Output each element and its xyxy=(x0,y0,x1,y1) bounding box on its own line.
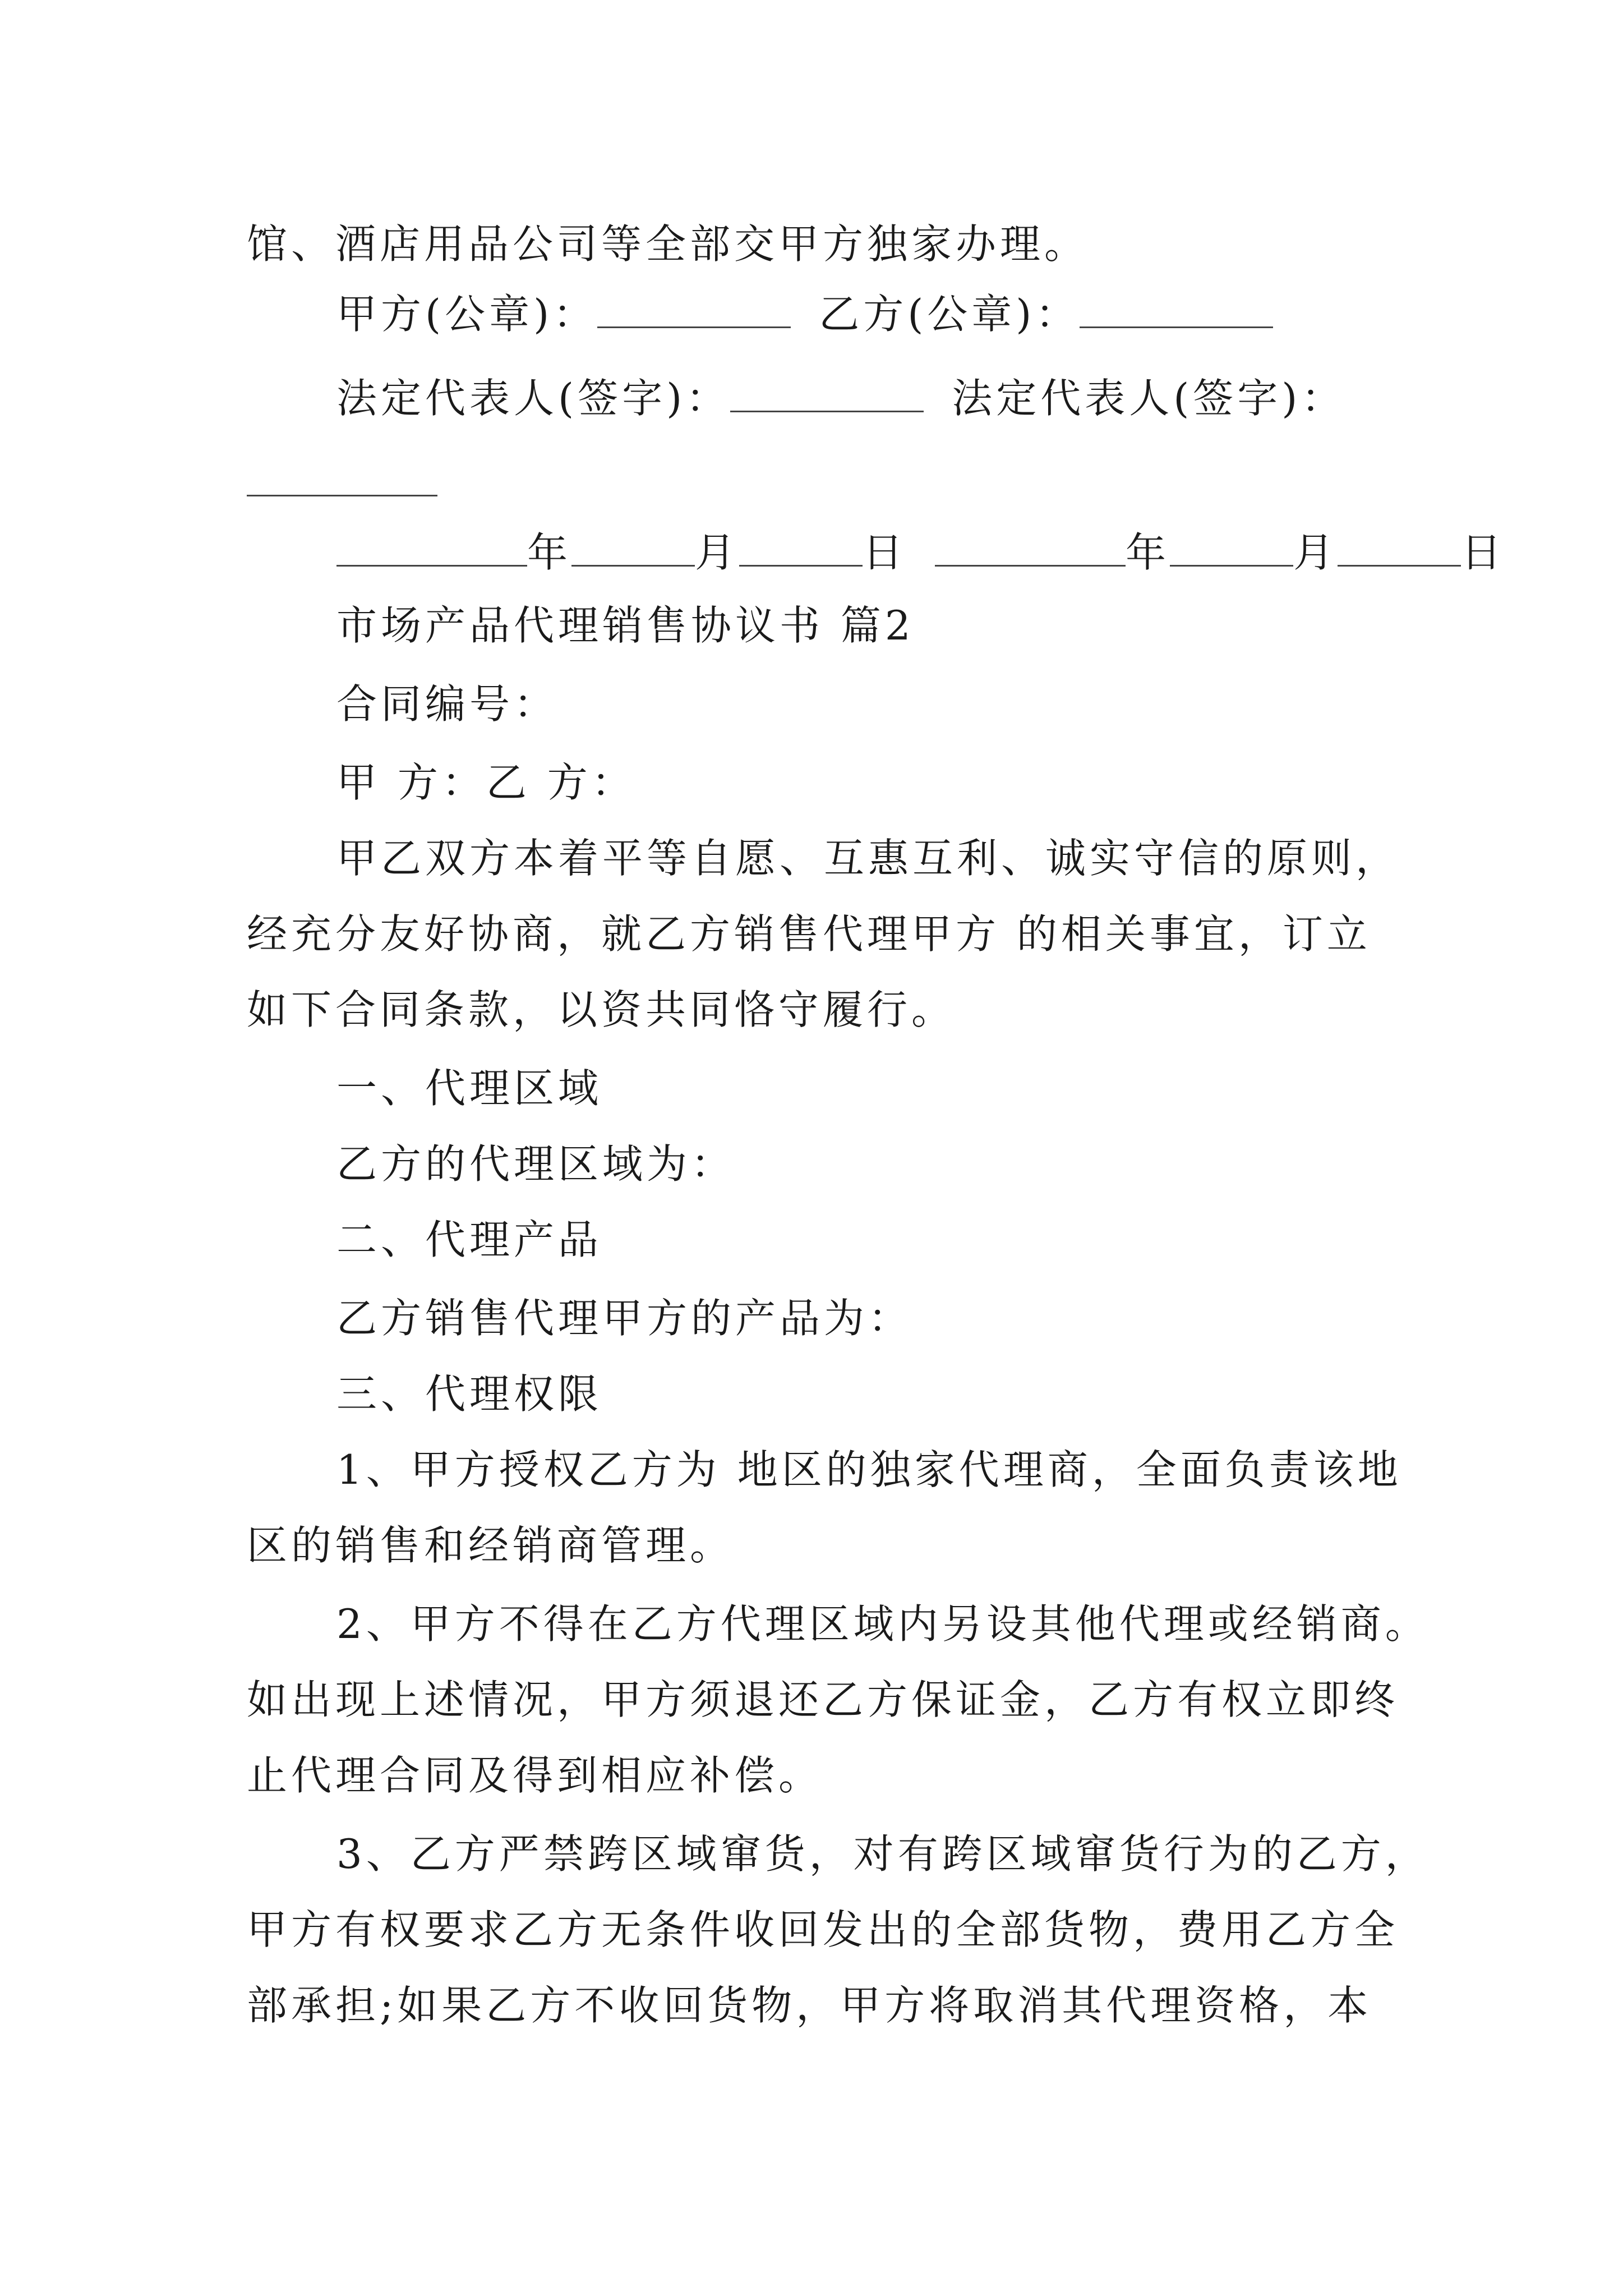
agency-products-line: 乙方销售代理甲方的产品为： xyxy=(336,1295,913,1342)
clause-line: 2、甲方不得在乙方代理区域内另设其他代理或经销商。 xyxy=(336,1600,1430,1648)
party-a-representative-blank[interactable] xyxy=(730,378,924,412)
day-label: 日 xyxy=(1461,529,1506,576)
paragraph-line: 如下合同条款，以资共同恪守履行。 xyxy=(247,986,956,1033)
heading-agency-area: 一、代理区域 xyxy=(336,1065,603,1112)
party-a-seal-label: 甲方(公章)： xyxy=(336,291,598,338)
party-b-representative-blank[interactable] xyxy=(247,462,437,496)
heading-agency-authority: 三、代理权限 xyxy=(336,1370,603,1418)
year-label: 年 xyxy=(527,529,572,576)
month-label: 月 xyxy=(695,529,740,576)
signature-line-representative xyxy=(336,370,1345,426)
paragraph-line: 甲乙双方本着平等自愿、互惠互利、诚实守信的原则， xyxy=(336,835,1400,882)
clause-line: 部承担;如果乙方不收回货物，甲方将取消其代理资格，本 xyxy=(247,1982,1372,2029)
party-a-day-blank[interactable] xyxy=(739,532,863,567)
agency-area-line: 乙方的代理区域为： xyxy=(336,1140,736,1188)
party-b-seal-blank[interactable] xyxy=(1080,294,1273,328)
day-label: 日 xyxy=(863,529,907,576)
party-b-day-blank[interactable] xyxy=(1338,532,1461,567)
party-a-year-blank[interactable] xyxy=(336,532,527,567)
paragraph-line: 经充分友好协商，就乙方销售代理甲方 的相关事宜，订立 xyxy=(247,910,1371,958)
month-label: 月 xyxy=(1293,529,1338,576)
clause-line: 如出现上述情况，甲方须退还乙方保证金，乙方有权立即终 xyxy=(247,1676,1399,1723)
parties-line: 甲 方：乙 方： xyxy=(336,759,636,806)
clause-line: 区的销售和经销商管理。 xyxy=(247,1522,735,1569)
party-b-seal-label: 乙方(公章)： xyxy=(819,291,1080,338)
party-a-representative-label: 法定代表人(签字)： xyxy=(336,375,731,422)
clause-line: 甲方有权要求乙方无条件收回发出的全部货物，费用乙方全 xyxy=(247,1906,1399,1953)
party-b-year-blank[interactable] xyxy=(935,532,1126,567)
clause-line: 3、乙方严禁跨区域窜货，对有跨区域窜货行为的乙方， xyxy=(336,1830,1430,1878)
representative-continuation xyxy=(247,454,437,510)
party-a-seal-blank[interactable] xyxy=(597,294,791,328)
heading-agency-products: 二、代理产品 xyxy=(336,1216,603,1263)
text-line: 馆、酒店用品公司等全部交甲方独家办理。 xyxy=(247,220,1089,268)
date-line xyxy=(336,524,1505,581)
year-label: 年 xyxy=(1126,529,1170,576)
clause-line: 止代理合同及得到相应补偿。 xyxy=(247,1752,823,1799)
party-b-representative-label: 法定代表人(签字)： xyxy=(952,375,1346,422)
contract-number-line: 合同编号： xyxy=(336,680,559,728)
party-a-month-blank[interactable] xyxy=(571,532,695,567)
signature-line-seal xyxy=(336,286,1273,342)
party-b-month-blank[interactable] xyxy=(1170,532,1293,567)
section-title: 市场产品代理销售协议书 篇2 xyxy=(336,602,915,649)
clause-line: 1、甲方授权乙方为 地区的独家代理商，全面负责该地 xyxy=(336,1446,1402,1493)
